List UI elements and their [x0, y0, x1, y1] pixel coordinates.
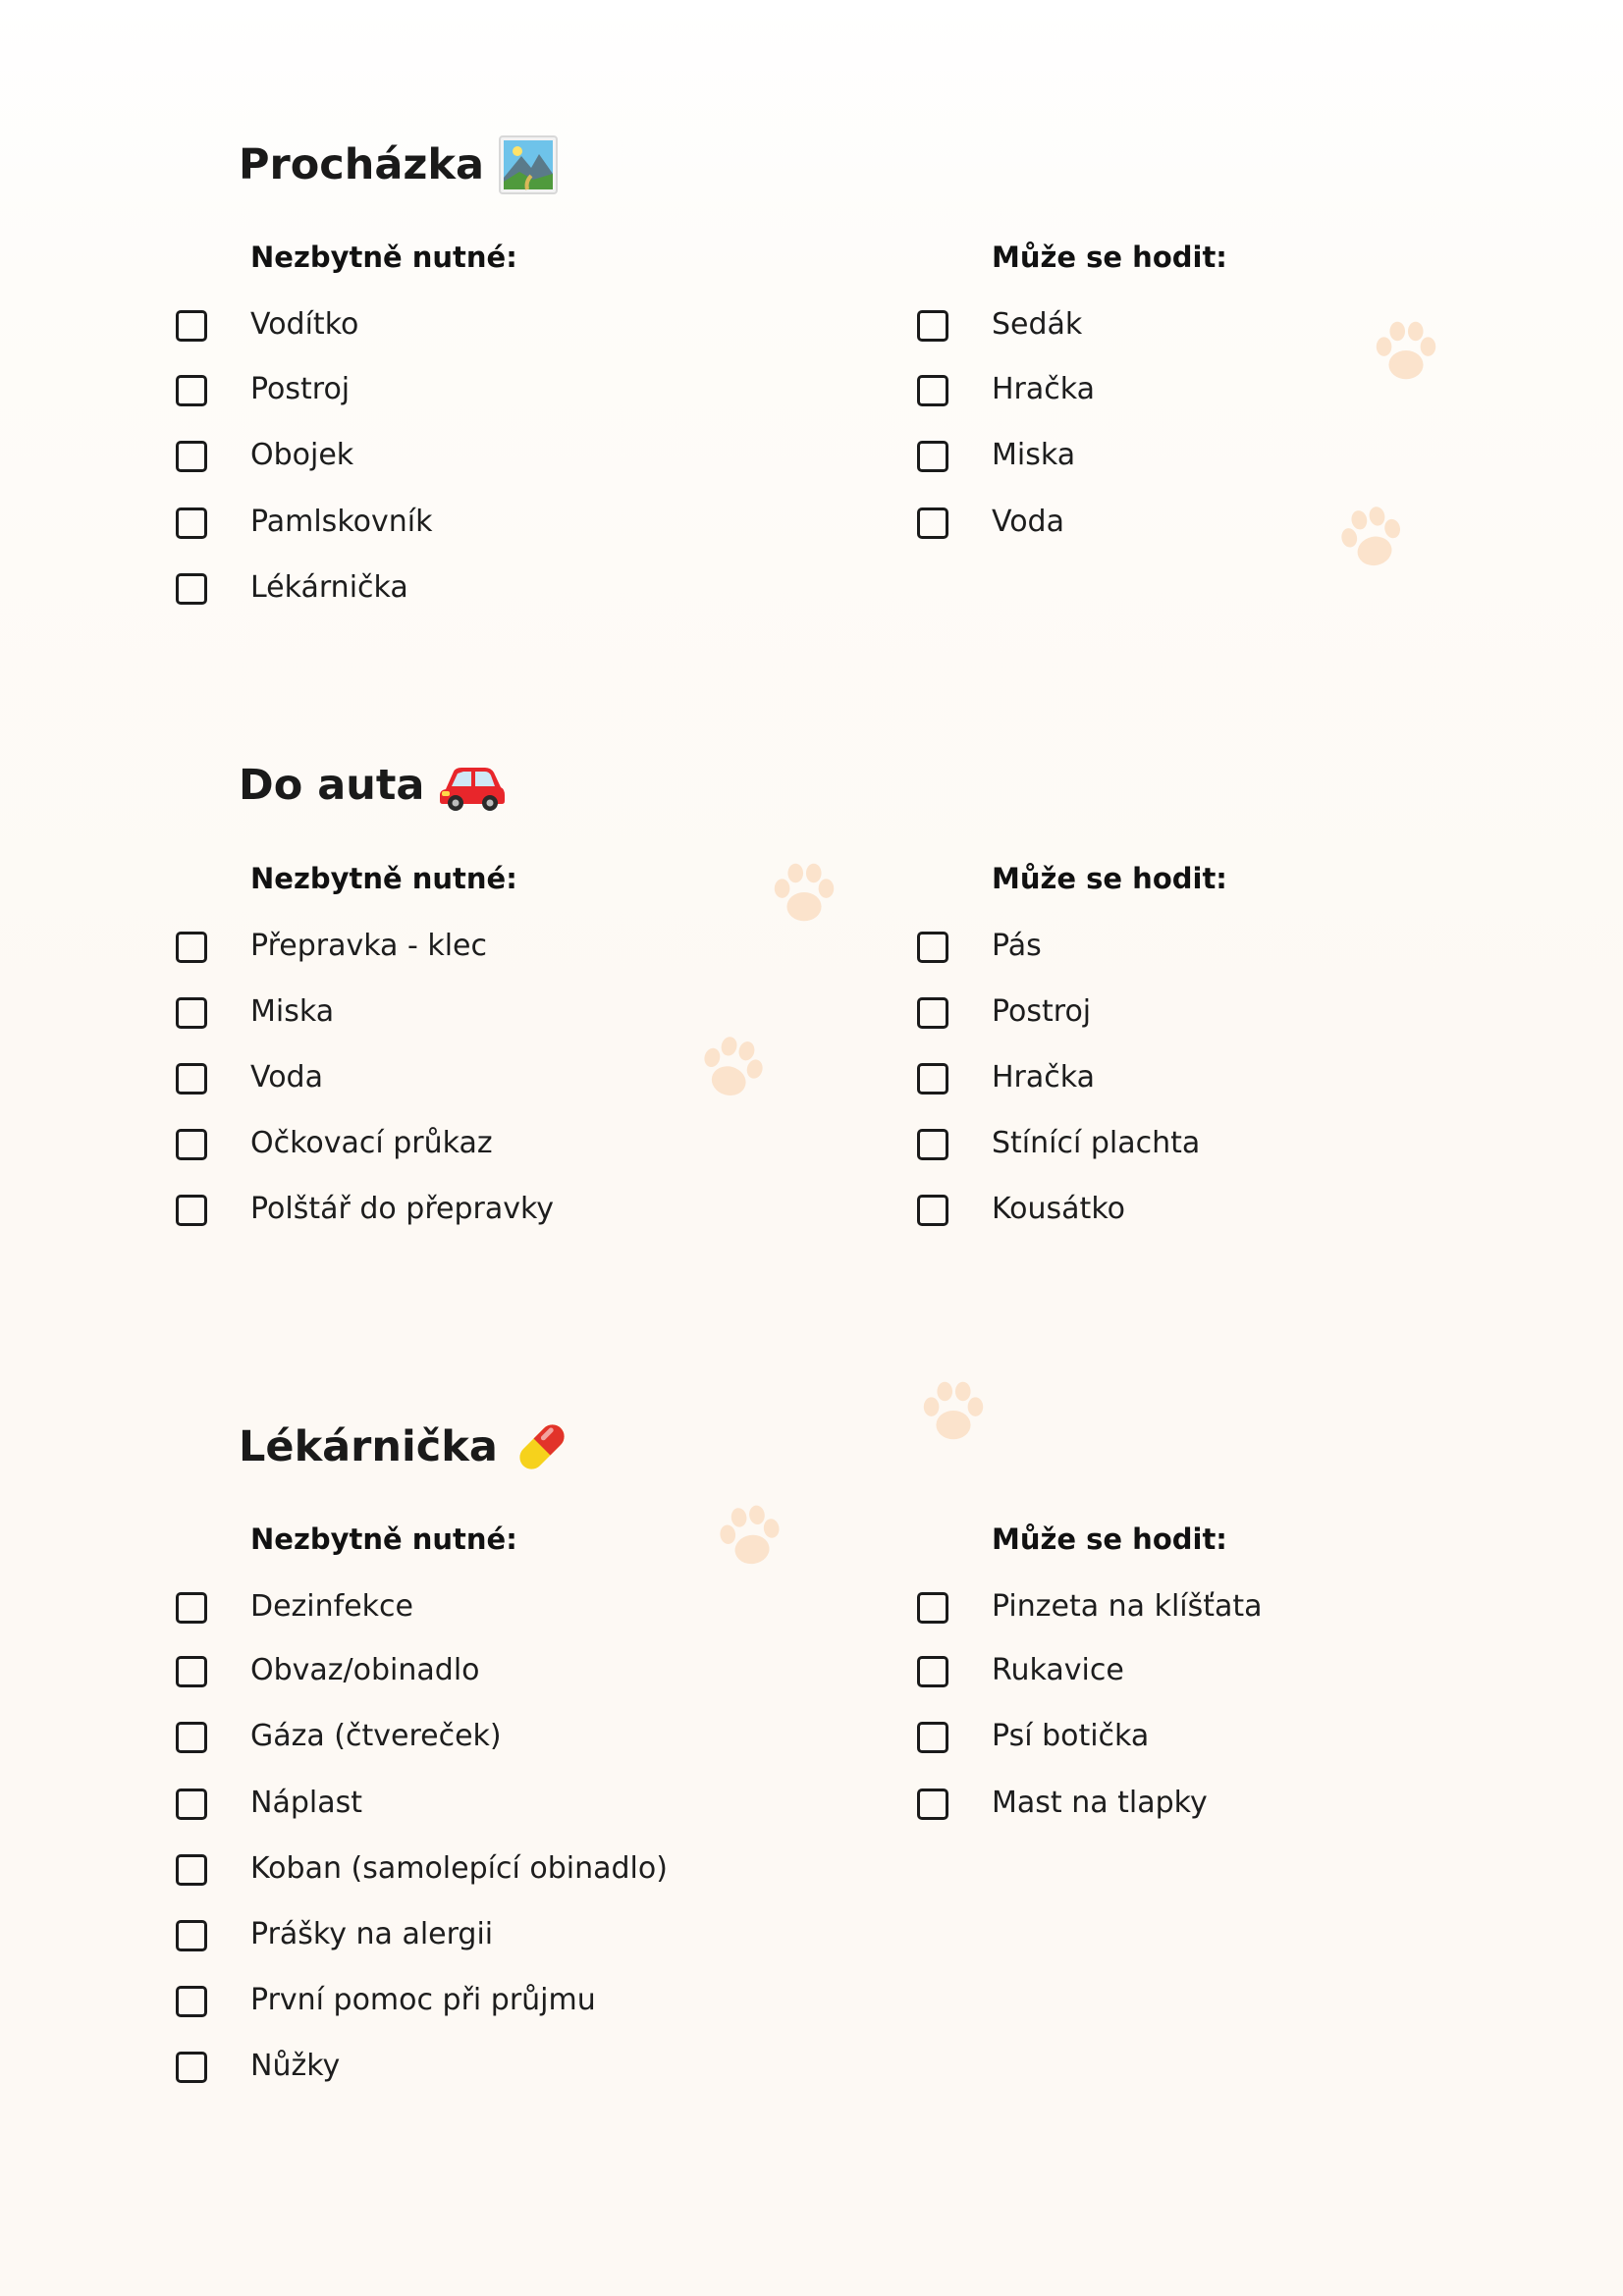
checkbox[interactable] — [176, 1986, 207, 2017]
mountain-picture-icon — [498, 134, 559, 195]
checkbox[interactable] — [917, 375, 948, 406]
section-lekarnicka — [0, 1416, 1623, 2104]
checkbox[interactable] — [176, 997, 207, 1029]
column-heading-required: Nezbytně nutné: — [250, 862, 517, 895]
section-title — [239, 134, 559, 195]
checkbox[interactable] — [917, 997, 948, 1029]
checkbox[interactable] — [917, 441, 948, 472]
item-label: Koban (samolepící obinadlo) — [250, 1851, 668, 1886]
item-label: Hračka — [992, 372, 1095, 406]
checkbox[interactable] — [917, 1656, 948, 1687]
checkbox[interactable] — [176, 1656, 207, 1687]
item-label: Pás — [992, 929, 1042, 963]
item-label: Pinzeta na klíšťata — [992, 1589, 1263, 1624]
checkbox[interactable] — [917, 1195, 948, 1226]
checkbox[interactable] — [917, 1789, 948, 1820]
checkbox[interactable] — [176, 1920, 207, 1951]
section-title — [239, 1416, 572, 1477]
column-heading-optional: Může se hodit: — [992, 1522, 1227, 1556]
item-label: Vodítko — [250, 307, 359, 342]
checkbox[interactable] — [917, 1592, 948, 1624]
checkbox[interactable] — [176, 1592, 207, 1624]
section-title — [239, 756, 507, 815]
column-heading-optional: Může se hodit: — [992, 862, 1227, 895]
column-heading-required: Nezbytně nutné: — [250, 1522, 517, 1556]
column-heading-required: Nezbytně nutné: — [250, 240, 517, 274]
checkbox[interactable] — [917, 310, 948, 342]
section-do-auta — [0, 756, 1623, 1266]
checkbox[interactable] — [176, 1129, 207, 1160]
item-label: Obojek — [250, 438, 354, 472]
checkbox[interactable] — [176, 1063, 207, 1095]
item-label: Náplast — [250, 1786, 362, 1820]
checkbox[interactable] — [917, 1129, 948, 1160]
section-title-text: Lékárnička — [239, 1422, 498, 1471]
item-label: Rukavice — [992, 1653, 1124, 1687]
item-label: Očkovací průkaz — [250, 1126, 493, 1160]
item-label: První pomoc při průjmu — [250, 1983, 596, 2017]
checkbox[interactable] — [917, 1063, 948, 1095]
red-car-icon — [438, 758, 507, 813]
item-label: Prášky na alergii — [250, 1917, 494, 1951]
section-title-text: Procházka — [239, 140, 485, 189]
checkbox[interactable] — [917, 507, 948, 539]
section-prochazka — [0, 134, 1623, 645]
pill-icon — [512, 1416, 572, 1477]
item-label: Voda — [992, 505, 1064, 539]
checkbox[interactable] — [176, 1195, 207, 1226]
column-heading-optional: Může se hodit: — [992, 240, 1227, 274]
checkbox[interactable] — [917, 932, 948, 963]
section-title-text: Do auta — [239, 761, 425, 810]
item-label: Nůžky — [250, 2049, 341, 2083]
checkbox[interactable] — [176, 932, 207, 963]
checkbox[interactable] — [176, 310, 207, 342]
item-label: Miska — [992, 438, 1076, 472]
item-label: Obvaz/obinadlo — [250, 1653, 480, 1687]
item-label: Psí botička — [992, 1719, 1150, 1753]
checkbox[interactable] — [176, 375, 207, 406]
item-label: Hračka — [992, 1060, 1095, 1095]
checkbox[interactable] — [176, 1789, 207, 1820]
item-label: Pamlskovník — [250, 505, 433, 539]
item-label: Dezinfekce — [250, 1589, 413, 1624]
item-label: Mast na tlapky — [992, 1786, 1208, 1820]
item-label: Polštář do přepravky — [250, 1192, 555, 1226]
item-label: Miska — [250, 994, 335, 1029]
item-label: Gáza (čtvereček) — [250, 1719, 502, 1753]
checkbox[interactable] — [176, 573, 207, 605]
item-label: Voda — [250, 1060, 323, 1095]
checkbox[interactable] — [176, 507, 207, 539]
item-label: Stínící plachta — [992, 1126, 1201, 1160]
item-label: Postroj — [992, 994, 1092, 1029]
checkbox[interactable] — [176, 441, 207, 472]
item-label: Sedák — [992, 307, 1083, 342]
checkbox[interactable] — [176, 2052, 207, 2083]
item-label: Postroj — [250, 372, 351, 406]
item-label: Lékárnička — [250, 570, 408, 605]
item-label: Přepravka - klec — [250, 929, 487, 963]
checkbox[interactable] — [176, 1722, 207, 1753]
checkbox[interactable] — [917, 1722, 948, 1753]
item-label: Kousátko — [992, 1192, 1125, 1226]
checkbox[interactable] — [176, 1854, 207, 1886]
